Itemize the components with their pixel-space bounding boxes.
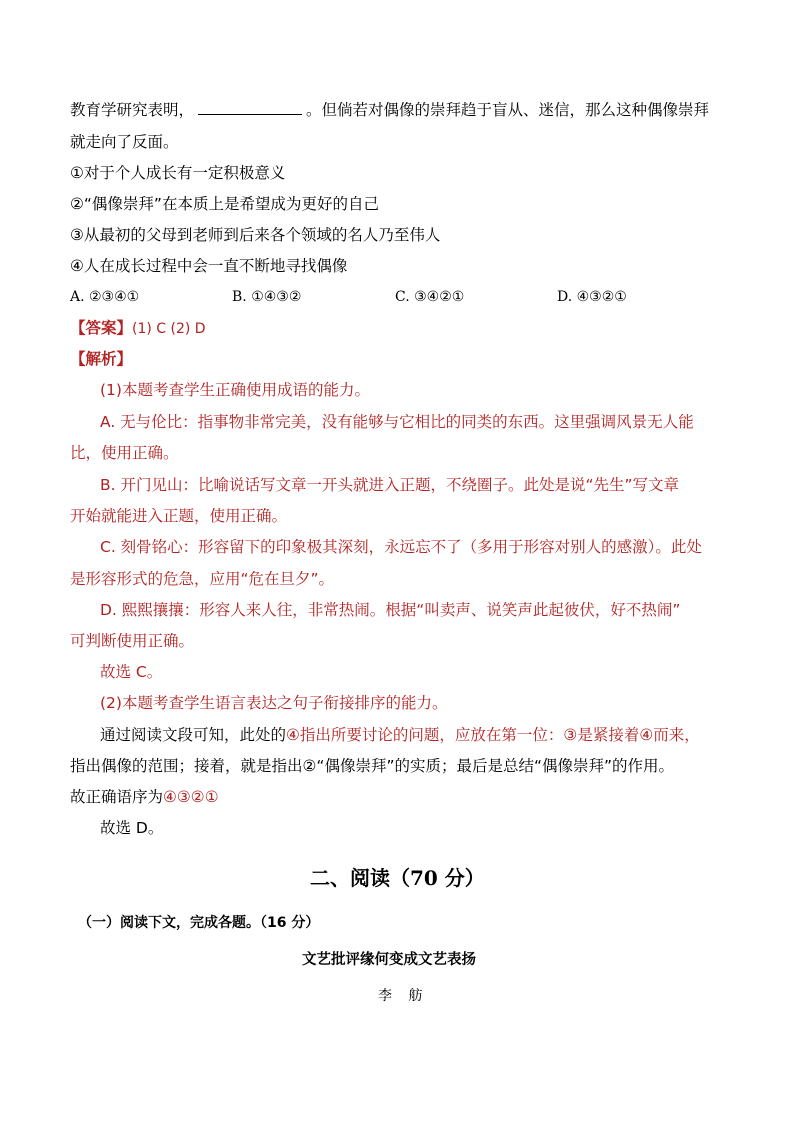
reason3-part-b: ④③②① [163,788,219,806]
analysis-a-line2: 比，使用正确。 [70,444,179,462]
stem-text-before: 教育学研究表明， [70,101,195,119]
answer-tag: 【答案】 [70,319,133,337]
sentence-1: ①对于个人成长有一定积极意义 [70,164,286,182]
analysis-choose-2: 故选 D。 [100,819,164,837]
sentence-4: ④人在成长过程中会一直不断地寻找偶像 [70,257,348,275]
analysis-b-line1: B. 开门见山：比喻说话写文章一开头就进入正题，不绕圈子。此处是说“先生”写文章 [100,476,680,494]
stem-text-after: 。但倘若对偶像的崇拜趋于盲从、迷信，那么这种偶像崇拜 [306,101,710,119]
analysis-p1: (1)本题考查学生正确使用成语的能力。 [100,381,370,399]
analysis-tag [70,349,132,369]
reason1-part-c: ③是紧接着④而来， [563,726,700,744]
analysis-reason-line1 [100,725,700,745]
section-heading: 二、阅读（70 分） [310,866,485,890]
analysis-d-line1: D. 熙熙攘攘：形容人来人往，非常热闹。根据“叫卖声、说笑声此起彼伏，好不热闹” [100,601,681,619]
analysis-choose-1: 故选 C。 [100,663,163,681]
sentence-2: ②“偶像崇拜”在本质上是希望成为更好的自己 [70,195,379,213]
analysis-b-line2: 开始就能进入正题，使用正确。 [70,507,288,525]
section-subheading: （一）阅读下文，完成各题。（16 分） [78,915,320,931]
analysis-d-line2: 可判断使用正确。 [70,632,195,650]
question-stem-line1 [70,100,709,120]
sentence-3: ③从最初的父母到老师到后来各个领域的名人乃至伟人 [70,226,441,244]
option-c: C. ③④②① [395,289,465,305]
answer-blank [198,100,302,115]
analysis-p2: (2)本题考查学生语言表达之句子衔接排序的能力。 [100,694,448,712]
analysis-c-line2: 是形容形式的危急，应用“危在旦夕”。 [70,570,335,588]
reason1-part-b: ④指出所要讨论的问题，应放在第一位： [286,726,564,744]
reason2-part-a: 指出偶像的范围；接着，就是指出 [70,757,303,775]
option-b: B. ①④③② [232,289,302,305]
analysis-reason-line2 [70,756,674,776]
reason2-part-b: ②“偶像崇拜”的实质；最后是总结“偶像崇拜”的作用。 [302,757,675,775]
analysis-reason-line3 [70,787,219,807]
article-title: 文艺批评缘何变成文艺表扬 [302,952,476,968]
reason1-part-a: 通过阅读文段可知，此处的 [100,726,287,744]
answer-line [70,318,206,339]
question-stem-line2: 就走向了反面。 [70,133,179,151]
article-author: 李 舫 [378,988,429,1004]
option-d: D. ④③②① [557,289,627,305]
reason3-part-a: 故正确语序为 [70,788,164,806]
analysis-tag-text: 【解析】 [70,350,133,368]
option-a: A. ②③④① [70,289,140,305]
answer-text: (1) C (2) D [132,321,206,337]
analysis-c-line1: C. 刻骨铭心：形容留下的印象极其深刻，永远忘不了（多用于形容对别人的感激）。此处 [100,538,702,556]
analysis-a-line1: A. 无与伦比：指事物非常完美，没有能够与它相比的同类的东西。这里强调风景无人能 [100,413,694,431]
